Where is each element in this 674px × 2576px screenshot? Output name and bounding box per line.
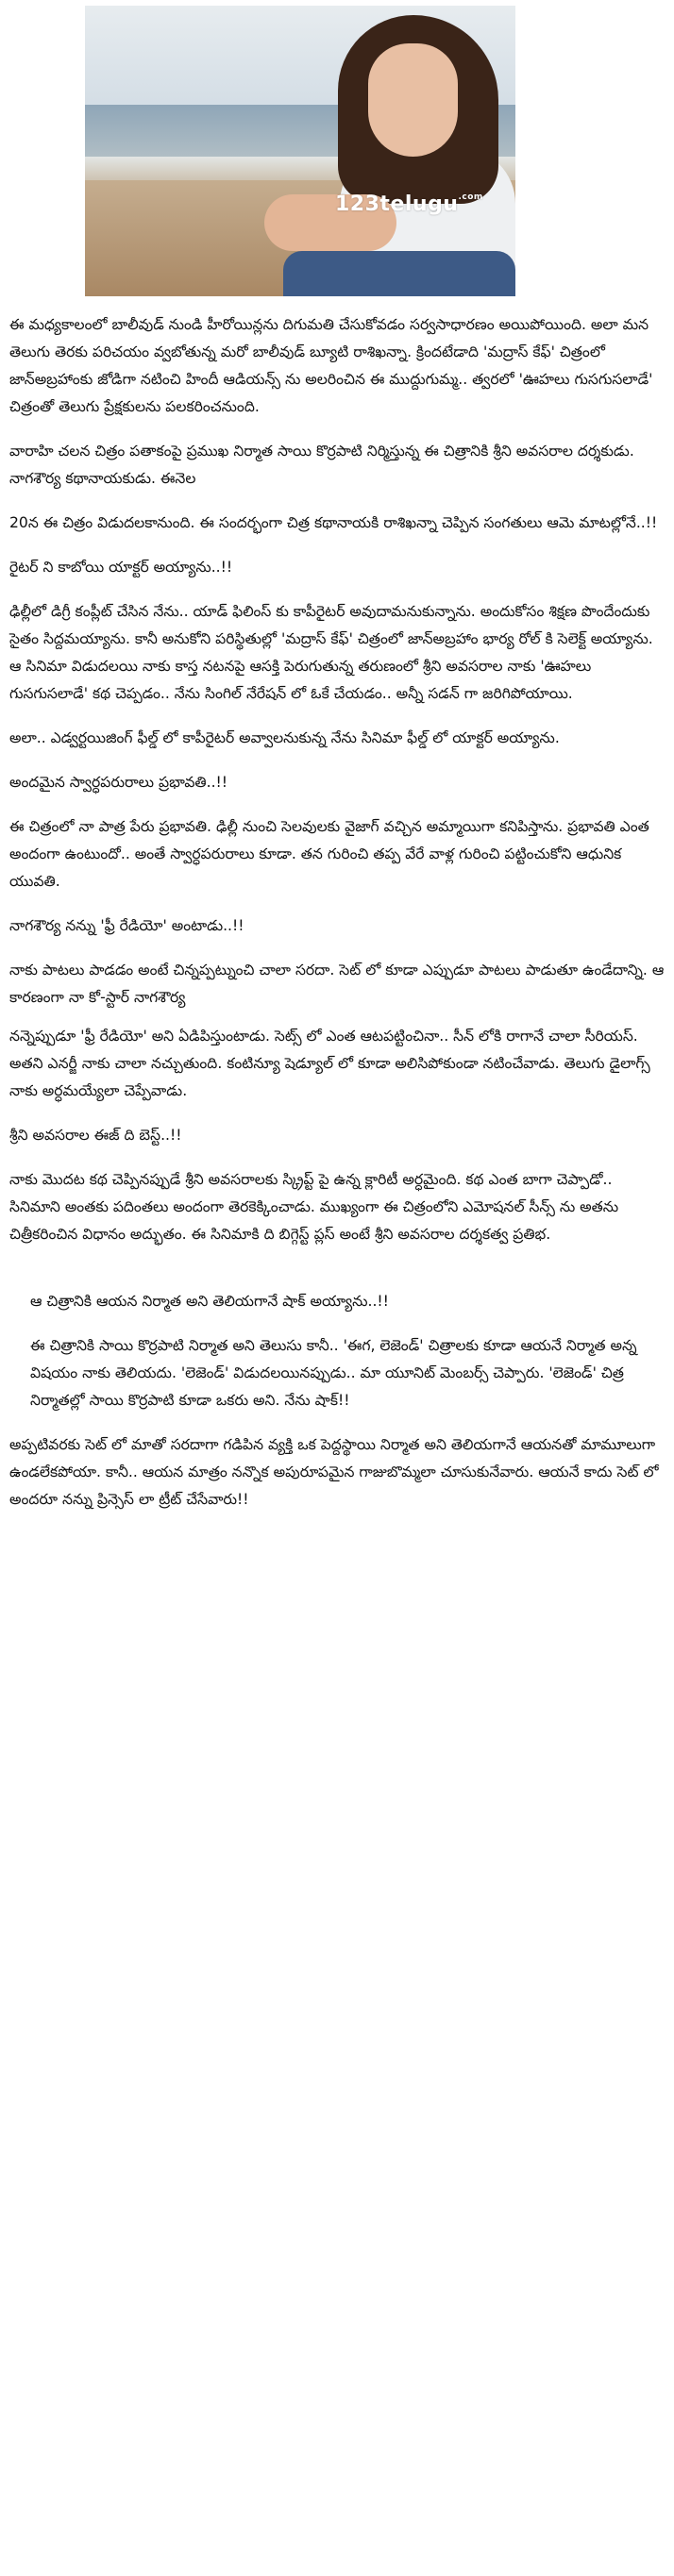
heading-writer-actor: రైటర్ ని కాబోయి యాక్టర్ అయ్యాను..!! bbox=[9, 559, 233, 576]
paragraph-field: అలా.. ఎడ్వర్టయిజింగ్ ఫీల్డ్ లో కాపీరైటర్ అవ్వాలనుకున్న నేను సినిమా ఫీల్డ్ లో యాక్టర్ అయ్యాను. bbox=[9, 729, 560, 746]
heading-free-radio: నాగశౌర్య నన్ను 'ఫ్రీ రేడియో' అంటాడు..!! bbox=[9, 917, 244, 934]
paragraph-producer: ఈ చిత్రానికి సాయి కొర్రపాటి నిర్మాత అని తెలుసు కానీ.. 'ఈగ, లెజెండ్' చిత్రాలకు కూడా ఆయనే నిర్మాత అన్న విషయం నాకు తెలియదు. 'లెజెండ్' విడుదలయినప్పుడు.. మా యూనిట్ మెంబర్స్ చెప్పారు. 'లెజెండ్' చిత్ర నిర్మాతల్లో సాయి కొర్రపాటి కూడా ఒకరు అని. నేను షాక్!! bbox=[30, 1337, 637, 1409]
paragraph-intro: ఈ మధ్యకాలంలో బాలీవుడ్ నుండి హీరోయిన్లను దిగుమతి చేసుకోవడం సర్వసాధారణం అయిపోయింది. అలా మన తెలుగు తెరకు పరిచయం వ్వబోతున్న మరో బాలీవుడ్ బ్యూటి రాశిఖన్నా. క్రిందటేడాది 'మద్రాస్ కేఫ్' చిత్రంలో జాన్అబ్రహాంకు జోడిగా నటించి హిందీ ఆడియన్స్ ను అలరించిన ఈ ముద్దుగుమ్మ.. త్వరలో 'ఊహలు గుసగుసలాడే' చిత్రంతో తెలుగు ప్రేక్షకులను పలకరించనుంది. bbox=[9, 316, 653, 415]
watermark-text: 123telugu bbox=[335, 192, 459, 216]
heading-producer: ఆ చిత్రానికి ఆయన నిర్మాత అని తెలియగానే షాక్ అయ్యాను..!! bbox=[30, 1293, 389, 1310]
watermark-logo bbox=[335, 192, 483, 216]
article-photo bbox=[85, 6, 515, 296]
paragraph-production: వారాహి చలన చిత్రం పతాకంపై ప్రముఖ నిర్మాత సాయి కొర్రపాటి నిర్మిస్తున్న ఈ చిత్రానికి శ్రీని అవసరాల దర్శకుడు. నాగశౌర్య కథానాయకుడు. ఈనెల bbox=[9, 443, 634, 487]
paragraph-director: నాకు మొదట కథ చెప్పినప్పుడే శ్రీని అవసరాలకు స్క్రిప్ట్ పై ఉన్న క్లారిటీ అర్ధమైంది. కథ ఎంత బాగా చెప్పాడో.. సినిమాని అంతకు పదింతలు అందంగా తెరకెక్కించాడు. ముఖ్యంగా ఈ చిత్రంలోని ఎమోషనల్ సీన్స్ ను అతను చిత్రీకరించిన విధానం అద్భుతం. ఈ సినిమాకి ది బిగ్గెస్ట్ ప్లస్ అంటే శ్రీని అవసరాల దర్శకత్వ ప్రతిభ. bbox=[9, 1171, 619, 1243]
article-body bbox=[9, 311, 665, 1514]
paragraph-princess: అప్పటివరకు సెట్ లో మాతో సరదాగా గడిపిన వ్యక్తి ఒక పెద్దస్థాయి నిర్మాత అని తెలియగానే ఆయనతో మామూలుగా ఉండలేకపోయా. కానీ.. ఆయన మాత్రం నన్నొక అపురూపమైన గాజుబొమ్మలా చూసుకునేవారు. ఆయనే కాదు సెట్ లో అందరూ నన్ను ప్రిన్సెస్ లా ట్రీట్ చేసేవారు!! bbox=[9, 1436, 659, 1508]
heading-director: శ్రీని అవసరాల ఈజ్ ది బెస్ట్..!! bbox=[9, 1127, 182, 1144]
watermark-sub: .com bbox=[458, 192, 483, 202]
photo-person-pants bbox=[283, 251, 515, 296]
heading-prabhavathi: అందమైన స్వార్ధపరురాలు ప్రభావతి..!! bbox=[9, 774, 228, 791]
paragraph-release: 20న ఈ చిత్రం విడుదలకానుంది. ఈ సందర్భంగా చిత్ర కథానాయకి రాశిఖన్నా చెప్పిన సంగతులు ఆమె మాటల్లోనే..!! bbox=[9, 514, 658, 531]
photo-person-face bbox=[368, 43, 458, 157]
paragraph-career: ఢిల్లీలో డిగ్రీ కంప్లీట్ చేసిన నేను.. యాడ్ ఫిలింస్ కు కాపీరైటర్ అవుదామనుకున్నాను. అందుకోసం శిక్షణ పొందేందుకు సైతం సిద్దమయ్యాను. కానీ అనుకోని పరిస్థితుల్లో 'మద్రాస్ కేఫ్' చిత్రంలో జాన్అబ్రహాం భార్య రోల్ కి సెలెక్ట్ అయ్యాను. ఆ సినిమా విడుదలయి నాకు కాస్త నటనపై ఆసక్తి పెరుగుతున్న తరుణంలో శ్రీని అవసరాల నాకు 'ఊహలు గుసగుసలాడే' కథ చెప్పడం.. నేను సింగిల్ నేరేషన్ లో ఓకే చేయడం.. అన్నీ సడన్ గా జరిగిపోయాయి. bbox=[9, 603, 653, 702]
paragraph-singing: నాకు పాటలు పాడడం అంటే చిన్నప్పట్నుంచి చాలా సరదా. సెట్ లో కూడా ఎప్పుడూ పాటలు పాడుతూ ఉండేదాన్ని. ఆ కారణంగా నా కో-స్టార్ నాగశౌర్య bbox=[9, 962, 665, 1006]
paragraph-role: ఈ చిత్రంలో నా పాత్ర పేరు ప్రభావతి. ఢిల్లీ నుంచి సెలవులకు వైజాగ్ వచ్చిన అమ్మాయిగా కనిపిస్తాను. ప్రభావతి ఎంత అందంగా ఉంటుందో.. అంతే స్వార్ధపరురాలు కూడా. తన గురించి తప్ప వేరే వాళ్ల గురించి పట్టించుకోని ఆధునిక యువతి. bbox=[9, 818, 649, 890]
paragraph-costar: నన్నెప్పుడూ 'ఫ్రీ రేడియో' అని ఏడిపిస్తుంటాడు. సెట్స్ లో ఎంత ఆటపట్టించినా.. సీన్ లోకి రాగానే చాలా సీరియస్. అతని ఎనర్జీ నాకు చాలా నచ్చుతుంది. కంటిన్యూ షెడ్యూల్ లో కూడా అలిసిపోకుండా నటించేవాడు. తెలుగు డైలాగ్స్ నాకు అర్ధమయ్యేలా చెప్పేవాడు. bbox=[9, 1028, 650, 1099]
